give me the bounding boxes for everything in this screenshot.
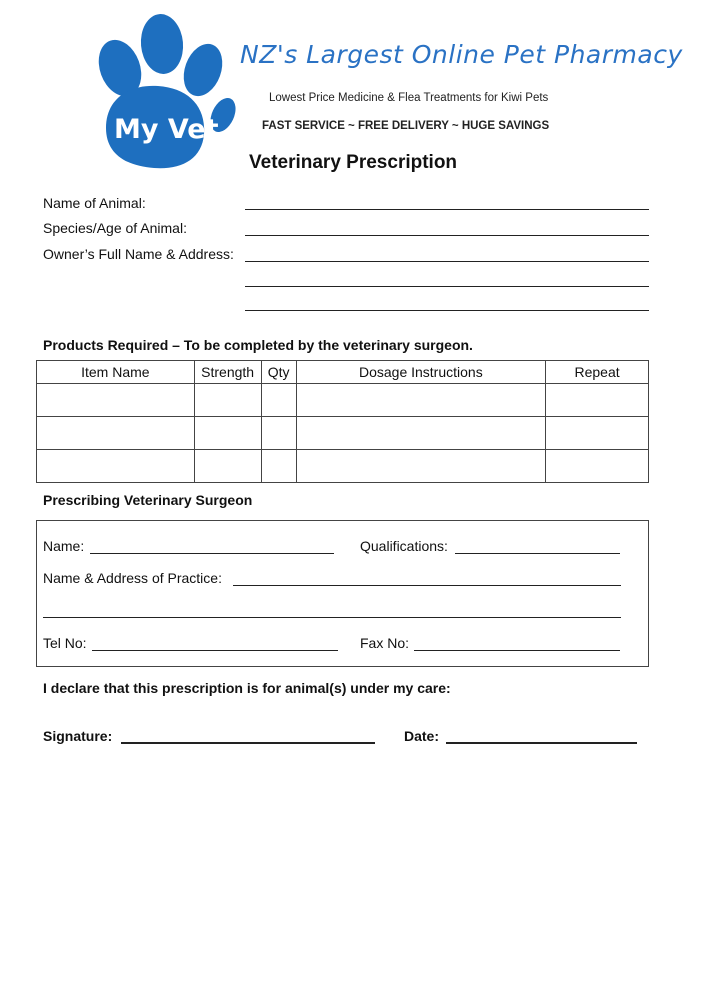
dosage-cell[interactable] — [296, 417, 546, 450]
signature-label: Signature: — [43, 728, 113, 744]
column-header: Dosage Instructions — [296, 361, 546, 384]
logo-text: My Vet — [114, 114, 219, 145]
table-row — [37, 384, 649, 417]
table-row — [37, 417, 649, 450]
fax-label: Fax No: — [360, 635, 410, 651]
item-name-cell[interactable] — [37, 417, 195, 450]
tagline: NZ's Largest Online Pet Pharmacy — [240, 40, 683, 69]
table-row — [37, 450, 649, 483]
item-name-cell[interactable] — [37, 384, 195, 417]
column-header: Repeat — [546, 361, 649, 384]
repeat-cell[interactable] — [546, 417, 649, 450]
qty-cell[interactable] — [261, 417, 296, 450]
service-line: FAST SERVICE ~ FREE DELIVERY ~ HUGE SAVINGS — [262, 120, 550, 132]
strength-cell[interactable] — [194, 384, 261, 417]
owner-field-line-1[interactable] — [245, 261, 649, 262]
repeat-cell[interactable] — [546, 384, 649, 417]
dosage-cell[interactable] — [296, 450, 546, 483]
column-header: Item Name — [37, 361, 195, 384]
tel-label: Tel No: — [43, 635, 87, 651]
practice-field-line-2[interactable] — [43, 617, 621, 618]
animal-name-field[interactable] — [245, 209, 649, 210]
date-label: Date: — [404, 728, 440, 744]
page-title: Veterinary Prescription — [249, 152, 458, 173]
surgeon-name-label: Name: — [43, 538, 85, 554]
repeat-cell[interactable] — [546, 450, 649, 483]
column-header: Qty — [261, 361, 296, 384]
column-header: Strength — [194, 361, 261, 384]
practice-field-line-1[interactable] — [233, 585, 621, 586]
products-table — [36, 360, 649, 483]
tel-field[interactable] — [92, 650, 338, 651]
signature-field[interactable] — [121, 742, 375, 744]
products-heading: Products Required – To be completed by the veterinary surgeon. — [43, 337, 473, 353]
strength-cell[interactable] — [194, 417, 261, 450]
qualifications-label: Qualifications: — [360, 538, 448, 554]
surgeon-box — [36, 520, 649, 667]
qualifications-field[interactable] — [455, 553, 620, 554]
date-field[interactable] — [446, 742, 637, 744]
owner-field-line-2[interactable] — [245, 286, 649, 287]
surgeon-name-field[interactable] — [90, 553, 334, 554]
owner-label: Owner’s Full Name & Address: — [43, 246, 234, 262]
qty-cell[interactable] — [261, 450, 296, 483]
owner-field-line-3[interactable] — [245, 310, 649, 311]
species-age-field[interactable] — [245, 235, 649, 236]
animal-name-label: Name of Animal: — [43, 195, 146, 211]
dosage-cell[interactable] — [296, 384, 546, 417]
practice-label: Name & Address of Practice: — [43, 570, 222, 586]
subtitle: Lowest Price Medicine & Flea Treatments for Kiwi Pets — [269, 92, 549, 104]
fax-field[interactable] — [414, 650, 620, 651]
surgeon-heading: Prescribing Veterinary Surgeon — [43, 492, 253, 508]
species-age-label: Species/Age of Animal: — [43, 220, 187, 236]
strength-cell[interactable] — [194, 450, 261, 483]
qty-cell[interactable] — [261, 384, 296, 417]
table-header-row — [37, 361, 649, 384]
declaration-text: I declare that this prescription is for animal(s) under my care: — [43, 680, 451, 696]
item-name-cell[interactable] — [37, 450, 195, 483]
myvet-paw-logo — [88, 10, 236, 170]
